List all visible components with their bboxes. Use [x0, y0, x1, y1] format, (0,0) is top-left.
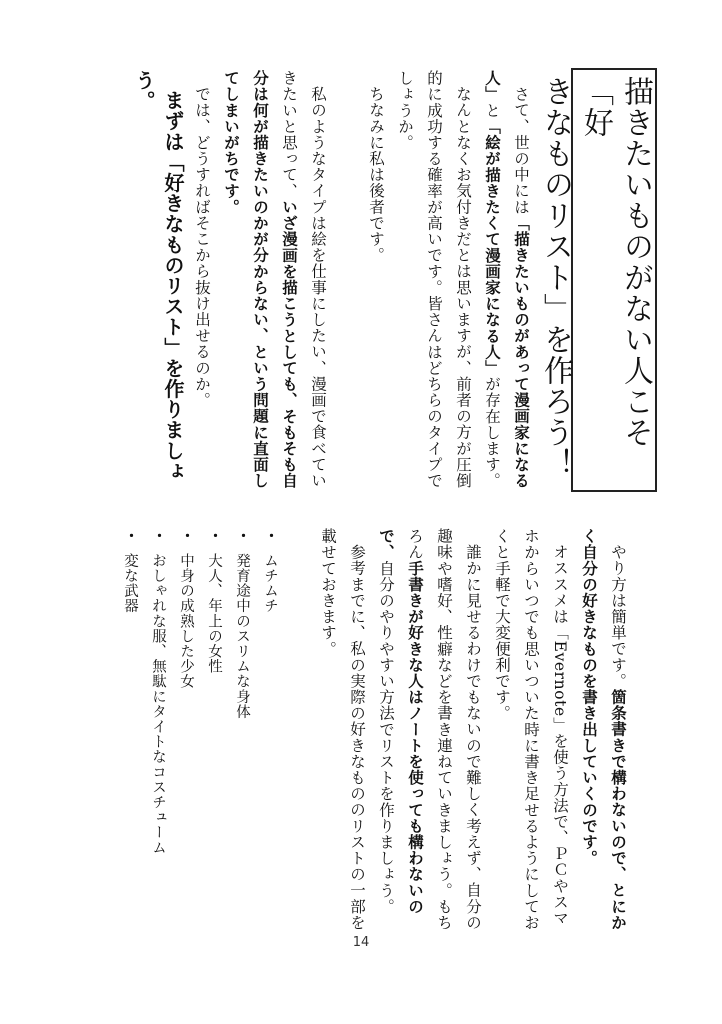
paragraph-reference: 参考までに、私の実際の好きなもののリストの一部を載せておきます。 [319, 528, 366, 930]
favorites-list [116, 528, 284, 938]
list-item-text: 変な武器 [122, 553, 138, 614]
paragraph-question: では、どうすればそこから抜け出せるのか。 [193, 85, 211, 408]
page-number: 14 [352, 935, 370, 950]
bold-text-run: 「描きたいものがあって漫画家になる人」 [483, 70, 530, 489]
list-item [228, 528, 256, 938]
list-item-text: 発育途中のスリムな身体 [234, 553, 250, 720]
list-item [172, 528, 200, 938]
paragraph-success-rate: なんとなくお気付きだとは思いますが、前者の方が圧倒的に成功する確率が高いです。皆さんはどちらのタイプでしょうか。 [396, 70, 472, 489]
chapter-title-line-2: きなものリスト」を作ろう！ [538, 76, 573, 479]
bold-text-run: いざ漫画を描こうとしても、そもそも自分は何が描きたいのかが分からない、という問題に直面してしまいがちです。 [222, 70, 298, 489]
bold-text-run: 箇条書きで構わないので、とにかく自分の好きなものを書き出していくのです。 [580, 528, 627, 930]
text-run: が存在します。 [483, 375, 501, 489]
bottom-body-text [112, 528, 632, 938]
chapter-title-line-1: 描きたいものがない人こそ「好 [578, 76, 653, 448]
paragraph-author-type: ちなみに私は後者です。 [367, 85, 385, 263]
text-run: と [483, 102, 501, 119]
paragraph-notebook [371, 528, 487, 938]
bold-text-run: 「絵が描きたくて漫画家になる人」 [483, 118, 501, 376]
paragraph-method [574, 528, 632, 938]
list-item [256, 528, 284, 938]
chapter-title-box [538, 68, 657, 492]
bullet-mark: ・ [150, 528, 166, 544]
list-item [116, 528, 144, 938]
text-run: やり方は簡単です。 [609, 543, 627, 689]
list-item-text: ムチムチ [262, 553, 278, 614]
bullet-mark: ・ [234, 528, 250, 544]
list-item-text: おしゃれな服、無駄にタイトなコスチューム [150, 553, 166, 856]
bold-text-run: 手書きが好きな人はノートを使っても構わないので、 [377, 528, 424, 915]
text-run: さて、世の中には [512, 85, 530, 215]
bullet-mark: ・ [122, 528, 138, 544]
bullet-mark: ・ [262, 528, 278, 544]
bullet-mark: ・ [178, 528, 194, 544]
list-item-text: 大人、年上の女性 [206, 553, 222, 674]
list-item-text: 中身の成熟した少女 [178, 553, 194, 690]
text-run: 誰かに見せるわけでもないので難しく考えず、自分の趣味や嗜好、性癖などを書き連ねていきましょう。もちろん [406, 528, 482, 931]
paragraph-intro [477, 70, 535, 500]
text-run: 私のようなタイプは絵を仕事にしたい、漫画で食べていきたいと思って、 [280, 70, 327, 488]
list-item [144, 528, 172, 938]
list-item [200, 528, 228, 938]
text-run: 自分のやりやすい方法でリストを作りましょう。 [377, 560, 395, 915]
section-heading: まずは「好きなものリスト」を作りましょう。 [132, 70, 185, 482]
bullet-mark: ・ [206, 528, 222, 544]
top-body-text [115, 70, 535, 500]
paragraph-problem [216, 70, 332, 500]
paragraph-evernote: オススメは「Evernote」を使う方法で、ＰＣやスマホからいつでも思いついた時に書き足せるようにしておくと手軽で大変便利です。 [493, 528, 569, 931]
